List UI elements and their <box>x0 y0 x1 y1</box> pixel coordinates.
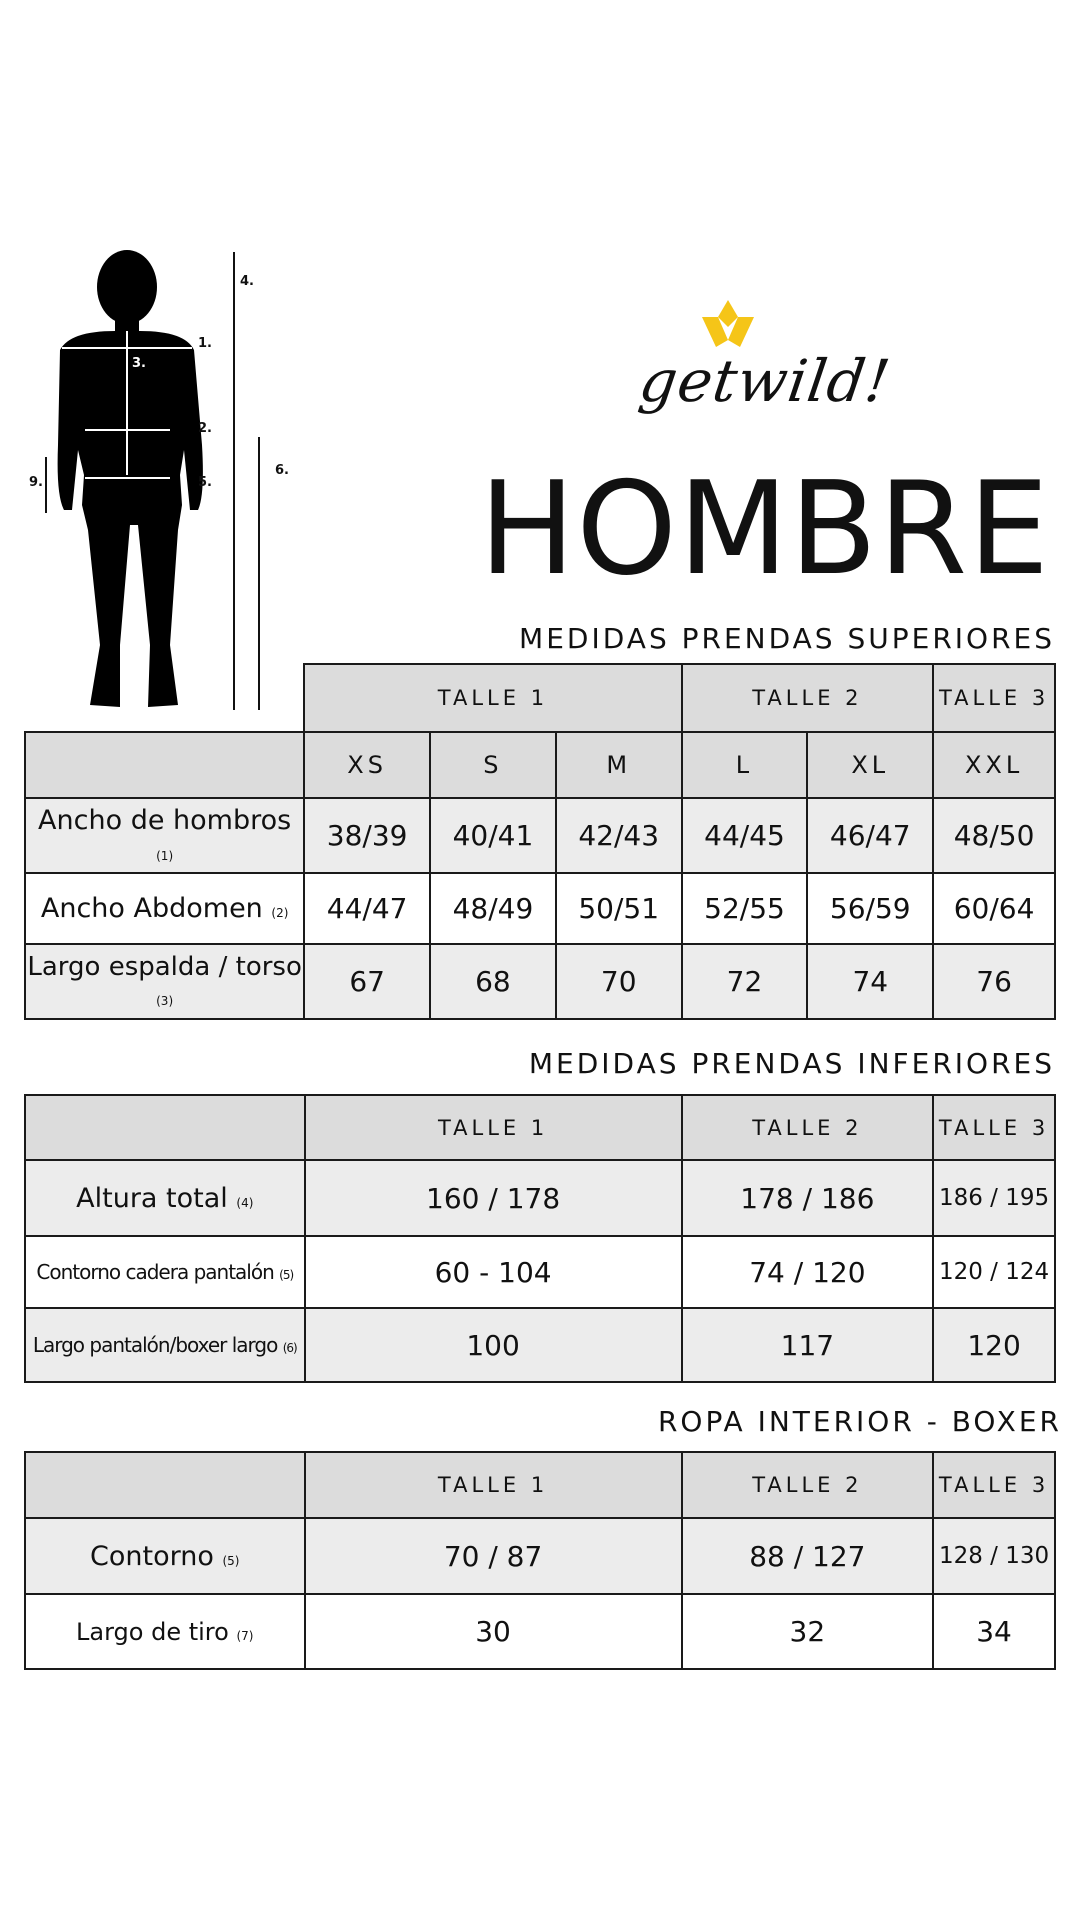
table-cell: 50/51 <box>556 873 682 944</box>
inferiores-table <box>24 1094 1056 1383</box>
row-label: Ancho Abdomen (2) <box>25 873 304 944</box>
size-l: L <box>682 732 808 798</box>
figure-label-3: 3. <box>132 356 146 371</box>
table-cell: 48/50 <box>933 798 1055 873</box>
row-label: Largo de tiro (7) <box>25 1594 305 1669</box>
logo-mark-icon <box>630 295 830 355</box>
row-label: Altura total (4) <box>25 1160 305 1236</box>
size-xs: XS <box>304 732 430 798</box>
table-cell: 88 / 127 <box>682 1518 933 1594</box>
row-label: Ancho de hombros (1) <box>25 798 304 873</box>
brand-name: getwild! <box>635 347 895 415</box>
inferiores-talle-3: TALLE 3 <box>933 1095 1055 1160</box>
human-silhouette-icon <box>20 245 290 715</box>
boxer-talle-1: TALLE 1 <box>305 1452 682 1518</box>
figure-label-4: 4. <box>240 274 254 289</box>
table-cell: 72 <box>682 944 808 1019</box>
table-cell: 60 - 104 <box>305 1236 682 1308</box>
table-cell: 74 / 120 <box>682 1236 933 1308</box>
boxer-table <box>24 1451 1056 1670</box>
inferiores-talle-2: TALLE 2 <box>682 1095 933 1160</box>
table-cell: 46/47 <box>807 798 933 873</box>
table-cell: 68 <box>430 944 556 1019</box>
size-xxl: XXL <box>933 732 1055 798</box>
figure-label-1: 1. <box>198 336 212 351</box>
inferiores-title: MEDIDAS PRENDAS INFERIORES <box>528 1047 1055 1080</box>
table-cell: 42/43 <box>556 798 682 873</box>
height-line <box>233 252 235 710</box>
body-figure <box>20 245 290 715</box>
superiores-table <box>24 663 1056 1020</box>
figure-label-5: 5. <box>198 475 212 490</box>
superiores-talle-3: TALLE 3 <box>933 664 1055 732</box>
table-cell: 186 / 195 <box>933 1160 1055 1236</box>
boxer-title: ROPA INTERIOR - BOXER <box>657 1405 1062 1438</box>
inferiores-talle-1: TALLE 1 <box>305 1095 682 1160</box>
table-cell: 40/41 <box>430 798 556 873</box>
boxer-talle-3: TALLE 3 <box>933 1452 1055 1518</box>
size-s: S <box>430 732 556 798</box>
crotch-line <box>45 457 47 513</box>
table-cell: 56/59 <box>807 873 933 944</box>
table-cell: 70 / 87 <box>305 1518 682 1594</box>
table-cell: 160 / 178 <box>305 1160 682 1236</box>
table-cell: 76 <box>933 944 1055 1019</box>
table-cell: 100 <box>305 1308 682 1382</box>
page-title: HOMBRE <box>478 455 1050 604</box>
row-label: Contorno cadera pantalón (5) <box>25 1236 305 1308</box>
table-cell: 30 <box>305 1594 682 1669</box>
superiores-talle-2: TALLE 2 <box>682 664 934 732</box>
table-cell: 70 <box>556 944 682 1019</box>
table-cell: 120 / 124 <box>933 1236 1055 1308</box>
row-label: Largo pantalón/boxer largo (6) <box>25 1308 305 1382</box>
brand-logo <box>630 295 895 455</box>
figure-label-6: 6. <box>275 463 289 478</box>
boxer-talle-2: TALLE 2 <box>682 1452 933 1518</box>
table-cell: 178 / 186 <box>682 1160 933 1236</box>
table-cell: 34 <box>933 1594 1055 1669</box>
row-label: Largo espalda / torso (3) <box>25 944 304 1019</box>
table-cell: 60/64 <box>933 873 1055 944</box>
table-cell: 120 <box>933 1308 1055 1382</box>
superiores-talle-1: TALLE 1 <box>304 664 681 732</box>
table-cell: 48/49 <box>430 873 556 944</box>
table-cell: 32 <box>682 1594 933 1669</box>
row-label: Contorno (5) <box>25 1518 305 1594</box>
size-m: M <box>556 732 682 798</box>
table-cell: 44/47 <box>304 873 430 944</box>
table-cell: 67 <box>304 944 430 1019</box>
table-cell: 38/39 <box>304 798 430 873</box>
table-cell: 117 <box>682 1308 933 1382</box>
table-cell: 44/45 <box>682 798 808 873</box>
superiores-title: MEDIDAS PRENDAS SUPERIORES <box>519 622 1055 655</box>
table-cell: 128 / 130 <box>933 1518 1055 1594</box>
table-cell: 74 <box>807 944 933 1019</box>
size-xl: XL <box>807 732 933 798</box>
figure-label-9: 9. <box>29 475 43 490</box>
figure-label-2: 2. <box>198 421 212 436</box>
table-cell: 52/55 <box>682 873 808 944</box>
